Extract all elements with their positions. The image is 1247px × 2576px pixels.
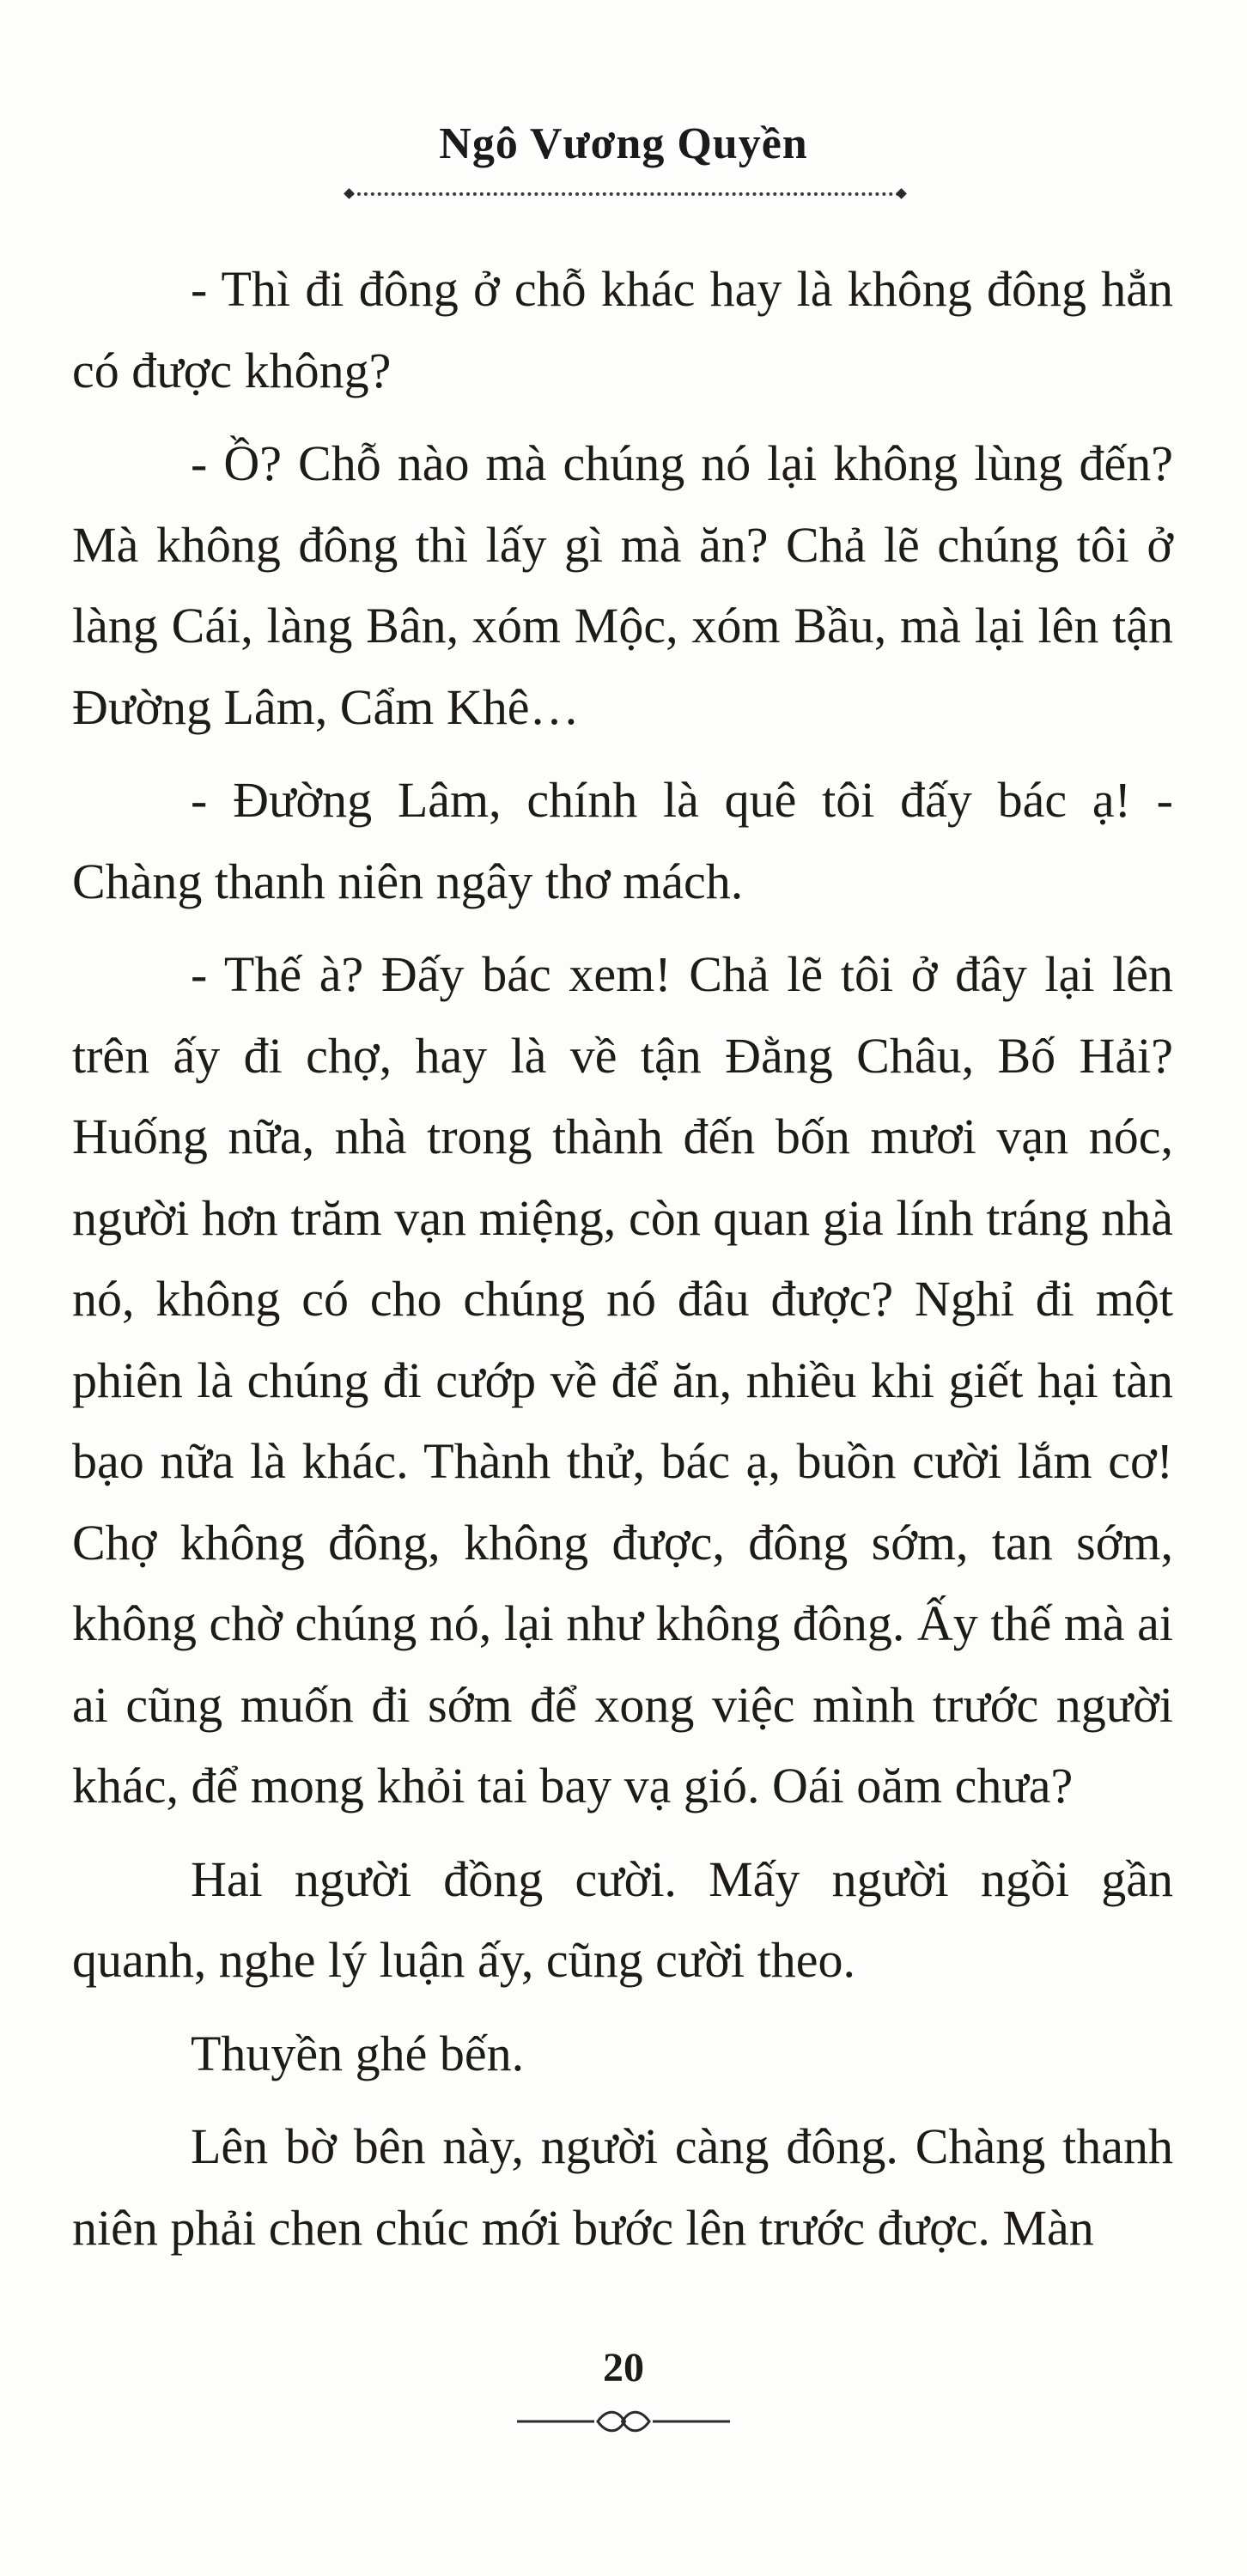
- header-dotted-rule: [350, 192, 900, 196]
- page-number: 20: [603, 2345, 644, 2391]
- paragraph-7: Lên bờ bên này, người càng đông. Chàng thanh niên phải chen chúc mới bước lên trước được. Màn: [72, 2118, 1173, 2256]
- paragraph-5: Hai người đồng cười. Mấy người ngồi gần quanh, nghe lý luận ấy, cũng cười theo.: [72, 1850, 1173, 1988]
- page-body: [72, 249, 1173, 2281]
- paragraph-4: - Thế à? Đấy bác xem! Chả lẽ tôi ở đây lại lên trên ấy đi chợ, hay là về tận Đằng Châu, Bố Hải? Huống nữa, nhà trong thành đến bốn mươi vạn nóc, người hơn trăm vạn miệng, còn quan gia lính tráng nhà nó, không có cho chúng nó đâu được? Nghỉ đi một phiên là chúng đi cướp về để ăn, nhiều khi giết hại tàn bạo nữa là khác. Thành thử, bác ạ, buồn cười lắm cơ! Chợ không đông, không được, đông sớm, tan sớm, không chờ chúng nó, lại như không đông. Ấy thế mà ai ai cũng muốn đi sớm để xong việc mình trước người khác, để mong khỏi tai bay vạ gió. Oái oăm chưa?: [72, 946, 1173, 1814]
- footer-ornament-icon: [512, 2404, 735, 2439]
- paragraph-3: - Đường Lâm, chính là quê tôi đấy bác ạ! - Chàng thanh niên ngây thơ mách.: [72, 772, 1173, 909]
- running-header-title: Ngô Vương Quyền: [439, 119, 808, 168]
- paragraph-2: - Ồ? Chỗ nào mà chúng nó lại không lùng đến? Mà không đông thì lấy gì mà ăn? Chả lẽ chúng tôi ở làng Cái, làng Bân, xóm Mộc, xóm Bầu, mà lại lên tận Đường Lâm, Cẩm Khê…: [72, 435, 1173, 735]
- paragraph-1: - Thì đi đông ở chỗ khác hay là không đông hẳn có được không?: [72, 261, 1173, 398]
- paragraph-6: Thuyền ghé bến.: [191, 2025, 525, 2081]
